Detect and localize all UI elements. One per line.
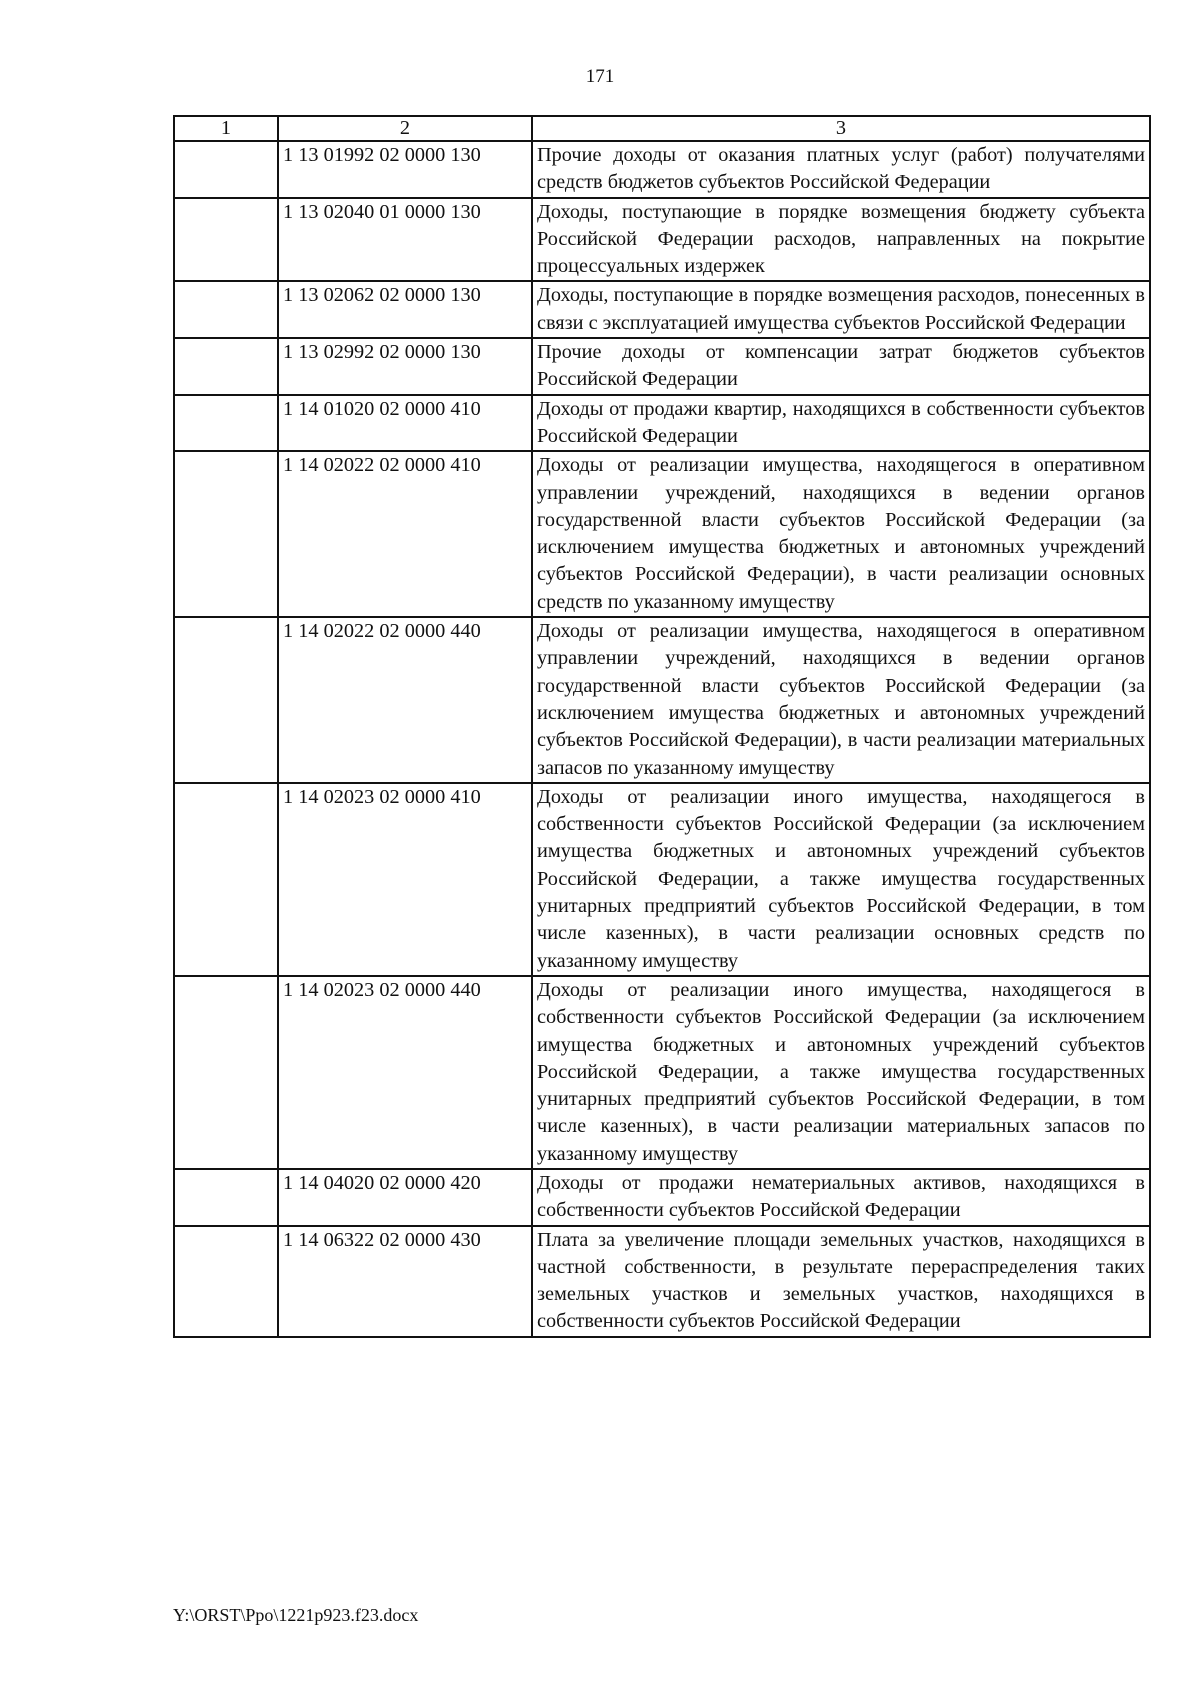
revenue-description-cell: Доходы от реализации имущества, находящегося в оперативном управлении учреждений, находящихся в ведении органов государственной власти субъектов Российской Федерации (за исключением имущества бюджетных и автономных учреждений субъектов Российской Федерации), в части реализации материальных запасов по указанному имуществу bbox=[532, 617, 1150, 783]
revenue-code-cell: 1 13 02062 02 0000 130 bbox=[278, 281, 532, 338]
row-number-cell bbox=[174, 783, 278, 976]
revenue-description-cell: Доходы от реализации иного имущества, находящегося в собственности субъектов Российской Федерации (за исключением имущества бюджетных и автономных учреждений субъектов Российской Федерации, а также имущества государственных унитарных предприятий субъектов Российской Федерации, в том числе казенных), в части реализации материальных запасов по указанному имуществу bbox=[532, 976, 1150, 1169]
column-header-2: 2 bbox=[278, 116, 532, 141]
row-number-cell bbox=[174, 338, 278, 395]
row-number-cell bbox=[174, 281, 278, 338]
revenue-code-cell: 1 13 02992 02 0000 130 bbox=[278, 338, 532, 395]
revenue-code-cell: 1 14 01020 02 0000 410 bbox=[278, 395, 532, 452]
revenue-description-cell: Доходы, поступающие в порядке возмещения бюджету субъекта Российской Федерации расходов, направленных на покрытие процессуальных издержек bbox=[532, 198, 1150, 282]
revenue-description-cell: Плата за увеличение площади земельных участков, находящихся в частной собственности, в результате перераспределения таких земельных участков и земельных участков, находящихся в собственности субъектов Российской Федерации bbox=[532, 1226, 1150, 1337]
table-row bbox=[174, 198, 1150, 282]
revenue-code-cell: 1 13 01992 02 0000 130 bbox=[278, 141, 532, 198]
file-path-footer: Y:\ORST\Ppo\1221p923.f23.docx bbox=[173, 1605, 419, 1625]
table-row bbox=[174, 395, 1150, 452]
revenue-code-cell: 1 14 02023 02 0000 410 bbox=[278, 783, 532, 976]
column-header-1: 1 bbox=[174, 116, 278, 141]
revenue-code-cell: 1 14 06322 02 0000 430 bbox=[278, 1226, 532, 1337]
row-number-cell bbox=[174, 617, 278, 783]
table-row bbox=[174, 1226, 1150, 1337]
revenue-description-cell: Доходы, поступающие в порядке возмещения расходов, понесенных в связи с эксплуатацией имущества субъектов Российской Федерации bbox=[532, 281, 1150, 338]
table-row bbox=[174, 1169, 1150, 1226]
table-row bbox=[174, 783, 1150, 976]
revenue-description-cell: Доходы от продажи квартир, находящихся в собственности субъектов Российской Федерации bbox=[532, 395, 1150, 452]
row-number-cell bbox=[174, 395, 278, 452]
page-number: 171 bbox=[585, 66, 615, 87]
row-number-cell bbox=[174, 1169, 278, 1226]
row-number-cell bbox=[174, 1226, 278, 1337]
table-header-row bbox=[174, 116, 1150, 141]
revenue-code-cell: 1 14 02022 02 0000 410 bbox=[278, 451, 532, 617]
revenue-description-cell: Доходы от реализации имущества, находящегося в оперативном управлении учреждений, находящихся в ведении органов государственной власти субъектов Российской Федерации (за исключением имущества бюджетных и автономных учреждений субъектов Российской Федерации), в части реализации основных средств по указанному имуществу bbox=[532, 451, 1150, 617]
revenue-code-cell: 1 14 04020 02 0000 420 bbox=[278, 1169, 532, 1226]
revenue-description-cell: Прочие доходы от оказания платных услуг (работ) получателями средств бюджетов субъектов Российской Федерации bbox=[532, 141, 1150, 198]
table-row bbox=[174, 338, 1150, 395]
revenue-description-cell: Доходы от реализации иного имущества, находящегося в собственности субъектов Российской Федерации (за исключением имущества бюджетных и автономных учреждений субъектов Российской Федерации, а также имущества государственных унитарных предприятий субъектов Российской Федерации, в том числе казенных), в части реализации основных средств по указанному имуществу bbox=[532, 783, 1150, 976]
table-row bbox=[174, 617, 1150, 783]
revenue-description-cell: Доходы от продажи нематериальных активов, находящихся в собственности субъектов Российской Федерации bbox=[532, 1169, 1150, 1226]
row-number-cell bbox=[174, 198, 278, 282]
revenue-description-cell: Прочие доходы от компенсации затрат бюджетов субъектов Российской Федерации bbox=[532, 338, 1150, 395]
revenue-code-cell: 1 14 02023 02 0000 440 bbox=[278, 976, 532, 1169]
table-row bbox=[174, 141, 1150, 198]
table-row bbox=[174, 976, 1150, 1169]
row-number-cell bbox=[174, 451, 278, 617]
table-body bbox=[174, 116, 1150, 1337]
row-number-cell bbox=[174, 976, 278, 1169]
row-number-cell bbox=[174, 141, 278, 198]
table-row bbox=[174, 451, 1150, 617]
revenue-code-cell: 1 13 02040 01 0000 130 bbox=[278, 198, 532, 282]
table-row bbox=[174, 281, 1150, 338]
column-header-3: 3 bbox=[532, 116, 1150, 141]
revenue-codes-table bbox=[173, 115, 1151, 1338]
revenue-code-cell: 1 14 02022 02 0000 440 bbox=[278, 617, 532, 783]
